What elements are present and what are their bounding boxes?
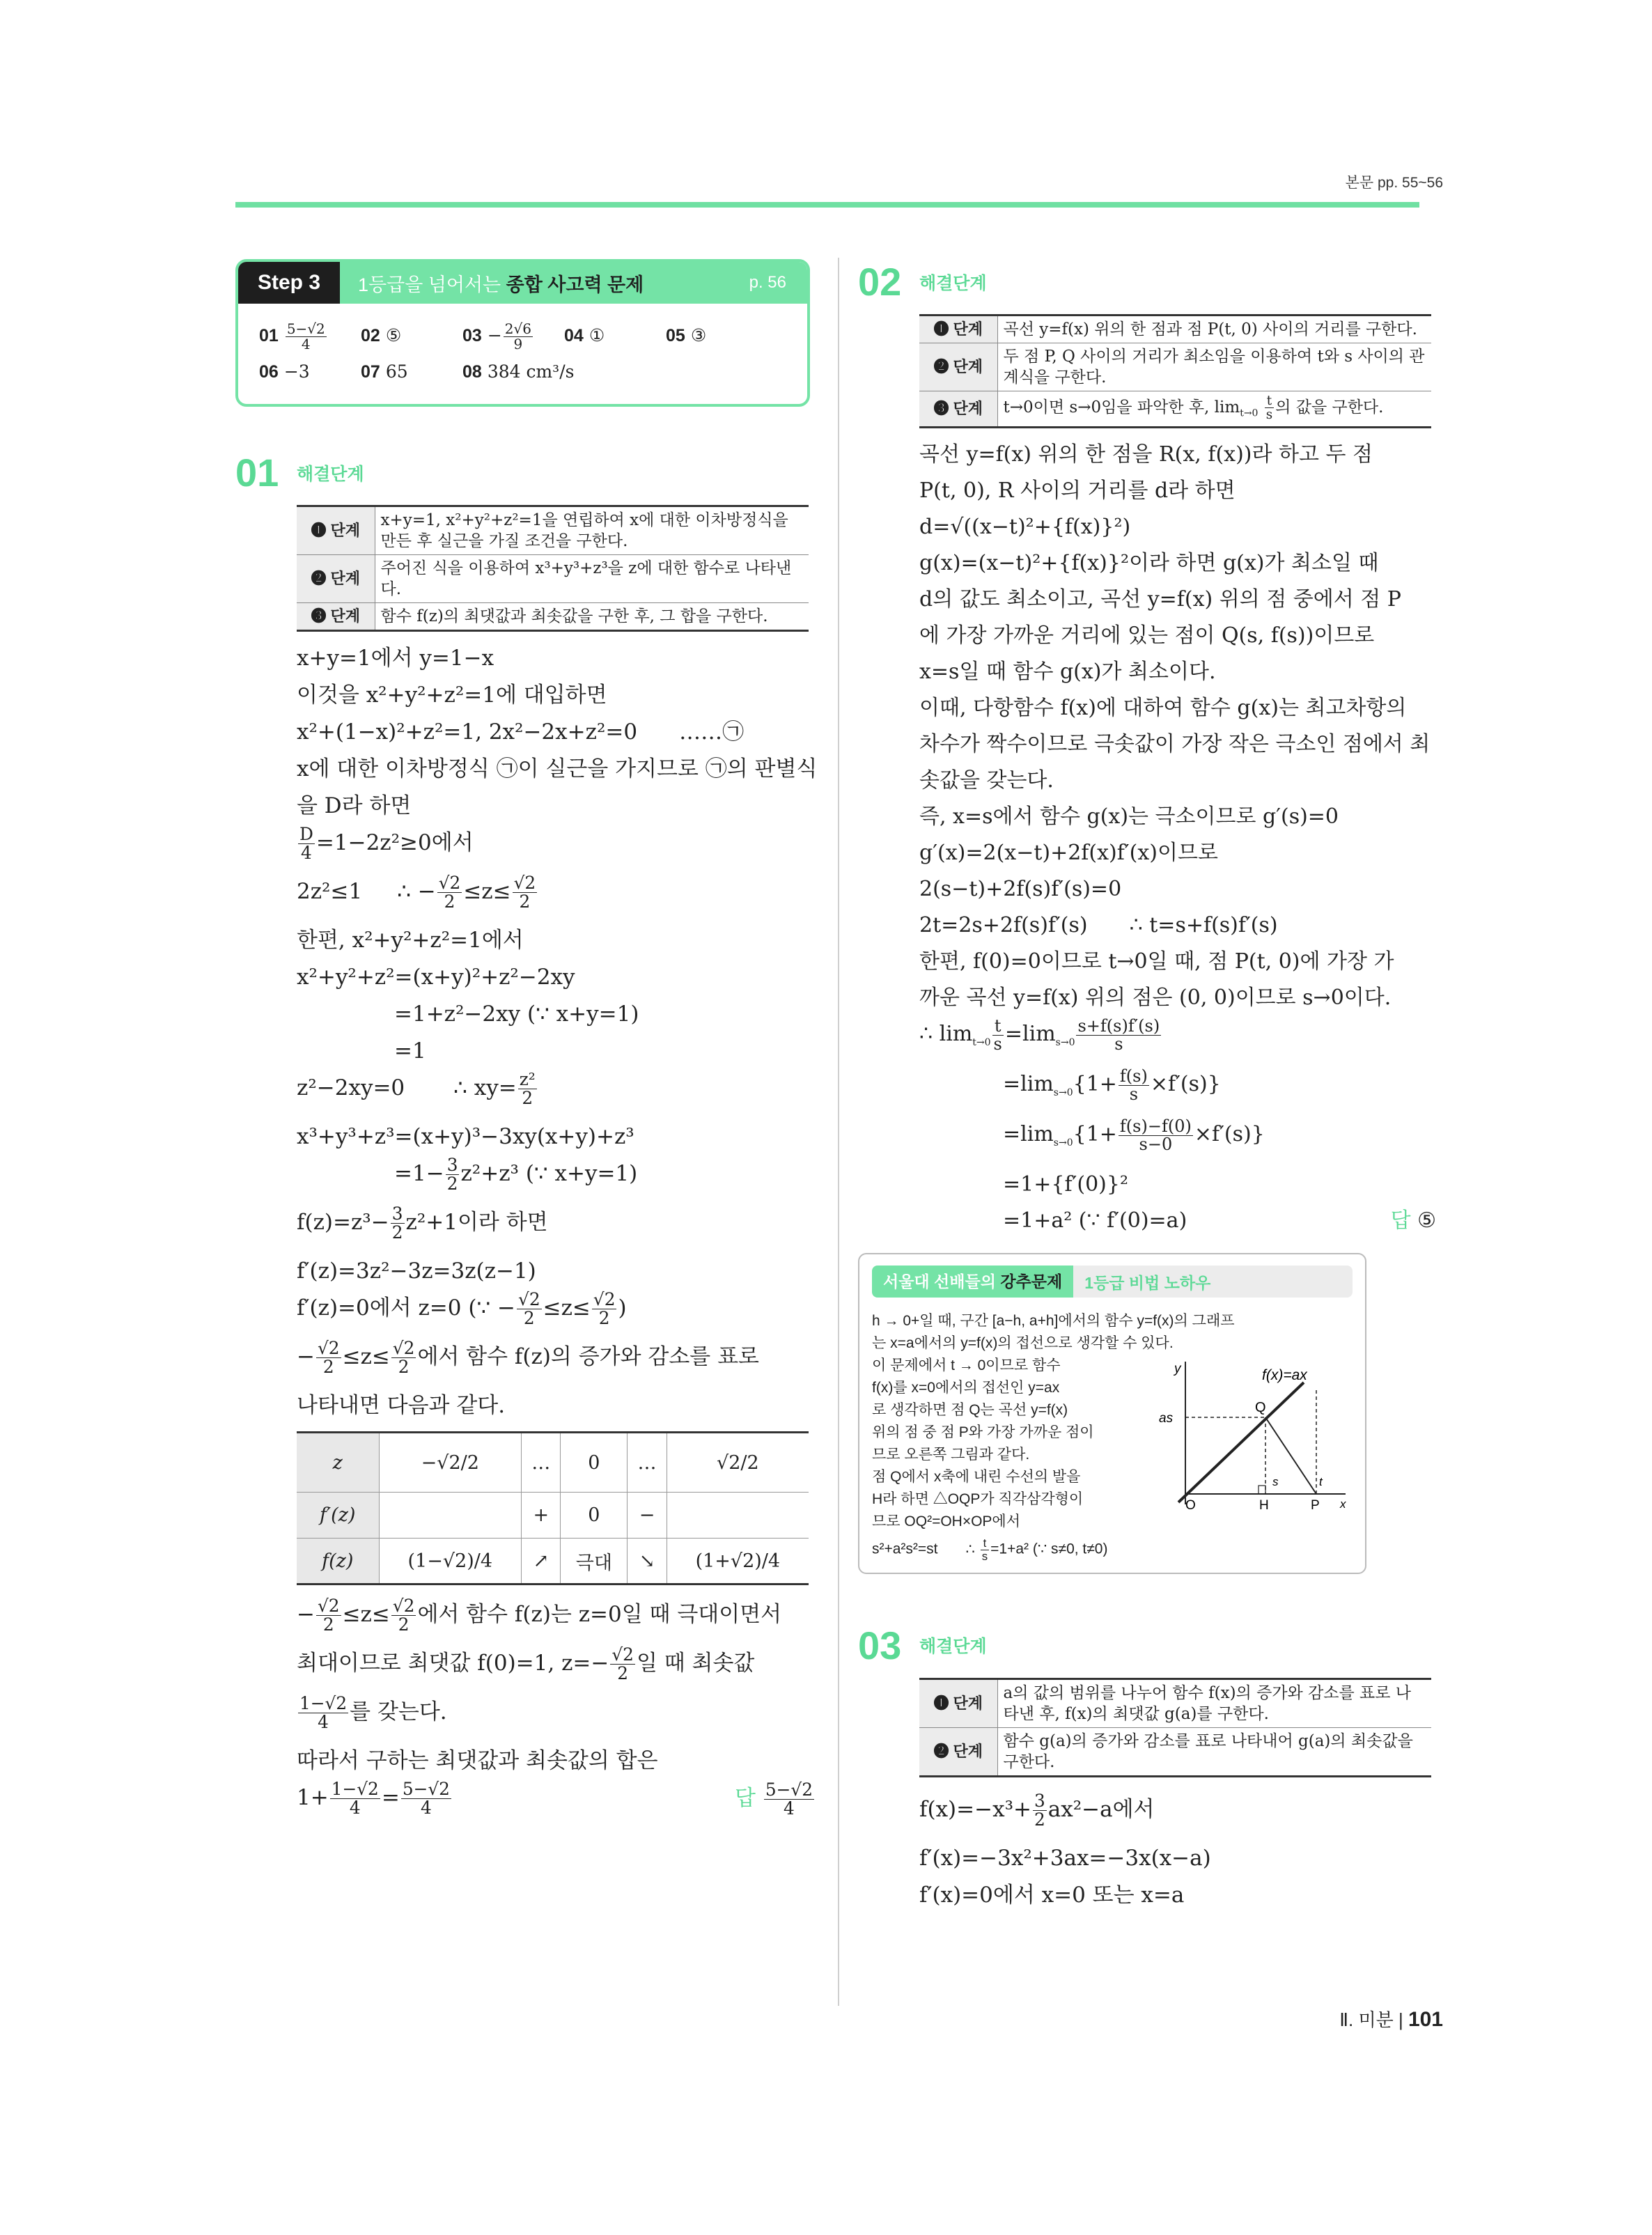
section-02-header <box>858 259 1436 304</box>
tip-header: 서울대 선배들의 강추문제 1등급 비법 노하우 <box>872 1266 1353 1298</box>
section-number: 03 <box>858 1623 902 1667</box>
right-angle-mark <box>1259 1486 1265 1494</box>
answer-mark: 답 ⑤ <box>1390 1208 1436 1233</box>
step3-page: p. 56 <box>749 273 786 292</box>
answer-mark: 답 $\frac{5-√2}{4}$ <box>735 1779 813 1819</box>
table-row: f′(z) + 0 − <box>297 1493 809 1539</box>
tangent-line <box>1178 1383 1304 1502</box>
answer-06: 06 −3 <box>259 361 310 382</box>
fig-label-fx: f(x)=ax <box>1262 1367 1307 1384</box>
tip-text: h → 0+일 때, 구간 [a−h, a+h]에서의 함수 y=f(x)의 그래프 는 x=a에서의 y=f(x)의 접선으로 생각할 수 있다. 이 문제에서 t → 0이므로 함수 f(x)를 x=0에서의 접선인 y=ax 로 생각하면 점 Q는 곡선 y=f(x) 위의 점 중 점 P와 가장 가까운 점이 므로 오른쪽 그림과 같다. 점 Q에서 x축에 내린 수선의 발을 H라 하면 △OQP가 직각삼각형이 므로 OQ²=OH×OP에서 f(x)=ax y as Q O H P x s t s²+a²s²=st ∴ $\frac{t}{s}$ =1+a² (∵ s≠0, t≠0) <box>872 1310 1353 1562</box>
section-03-header <box>858 1623 1436 1668</box>
section-number: 01 <box>235 451 279 494</box>
stage-row: ❶ 단계 x+y=1, x²+y²+z²=1을 연립하여 x에 대한 이차방정식을 만든 후 실근을 가질 조건을 구한다. <box>297 506 809 555</box>
stage-row: ❶ 단계 a의 값의 범위를 나누어 함수 f(x)의 증가와 감소를 표로 나타낸 후, f(x)의 최댓값 g(a)를 구한다. <box>919 1679 1431 1727</box>
page-footer: Ⅱ. 미분 | 101 <box>1339 2008 1443 2031</box>
left-column <box>235 259 818 1828</box>
step3-title: 1등급을 넘어서는 종합 사고력 문제 <box>358 274 644 295</box>
header-rule <box>235 202 1419 208</box>
answer-08: 08 384 cm³/s <box>462 361 575 382</box>
fig-label-as: as <box>1159 1411 1174 1426</box>
section-01-conclusion: − $\frac{√2}{2}$ ≤z≤ $\frac{√2}{2}$ 에서 함수 f(z)는 z=0일 때 극대이면서 최대이므로 최댓값 f(0)=1, z=− $\frac{√2}{2}$ 일 때 최솟값 $\frac{1-√2}{4}$ 를 갖는다. 따라서 구하는 최댓값과 최솟값의 합은 1+ $\frac{1-√2}{4}$ = $\frac{5-√2}{4}$ 답 $\frac{5-√2}{4}$ <box>297 1596 815 1828</box>
fig-label-y: y <box>1174 1362 1181 1377</box>
fig-label-o: O <box>1185 1498 1196 1513</box>
stage-row: ❷ 단계 함수 g(a)의 증가와 감소를 표로 나타내어 g(a)의 최솟값을 구한다. <box>919 1727 1431 1776</box>
answer-list <box>238 304 807 404</box>
section-label: 해결단계 <box>297 464 364 484</box>
section-02-stage-table <box>919 314 1431 428</box>
step3-tag: Step 3 <box>238 262 340 304</box>
answer-04: 04 ① <box>564 325 605 345</box>
section-03-solution: f(x)=−x³+ $\frac{3}{2}$ ax²−a에서 f′(x)=−3x²+3ax=−3x(x−a) f′(x)=0에서 x=0 또는 x=a <box>919 1790 1211 1908</box>
section-number: 02 <box>858 260 902 304</box>
fig-label-p: P <box>1311 1498 1320 1513</box>
section-01-solution: x+y=1에서 y=1−x 이것을 x²+y²+z²=1에 대입하면 x²+(1−x)²+z²=1, 2x²−2x+z²=0 ……㉠ x에 대한 이차방정식 ㉠이 실근을 가지므로 ㉠의 판별식 을 D라 하면 $\frac{D}{4}$ =1−2z²≥0에서 2z²≤1 ∴ − $\frac{√2}{2}$ ≤z≤ $\frac{√2}{2}$ 한편, x²+y²+z²=1에서 x²+y²+z²=(x+y)²+z²−2xy =1+z²−2xy (∵ x+y=1) =1 z²−2xy=0 ∴ xy= $\frac{\text{z²}}{2}$ x³+y³+z³=(x+y)³−3xy(x+y)+z³ =1− $\frac{3}{2}$ z²+z³ (∵ x+y=1) f(z)=z³− $\frac{3}{2}$ z²+1이라 하면 f′(z)=3z²−3z=3z(z−1) f′(z)=0에서 z=0 (∵ − $\frac{√2}{2}$ ≤z≤ $\frac{√2}{2}$ ) − $\frac{√2}{2}$ ≤z≤ $\frac{√2}{2}$ 에서 함수 f(z)의 증가와 감소를 표로 나타내면 다음과 같다. <box>297 646 818 1418</box>
fig-label-t: t <box>1319 1475 1323 1489</box>
fig-label-q: Q <box>1255 1400 1266 1416</box>
section-03-stage-table <box>919 1678 1431 1777</box>
stage-row: ❷ 단계 두 점 P, Q 사이의 거리가 최소임을 이용하여 t와 s 사이의 관계식을 구한다. <box>919 343 1431 391</box>
answer-02: 02 ⑤ <box>361 325 402 345</box>
page-reference: 본문 pp. 55~56 <box>1345 175 1443 191</box>
answer-07: 07 65 <box>361 361 408 382</box>
section-label: 해결단계 <box>919 1637 987 1657</box>
table-row: z −√2/2 … 0 … √2/2 <box>297 1433 809 1493</box>
column-divider <box>838 258 839 2006</box>
section-01-stage-table <box>297 505 809 632</box>
right-column <box>858 259 1436 1914</box>
section-01-header <box>235 450 815 495</box>
stage-row: ❸ 단계 t→0이면 s→0임을 파악한 후, $\lim_{t\to 0}$ $\frac{t}{s}$ 의 값을 구한다. <box>919 391 1431 428</box>
answer-05: 05 ③ <box>666 325 707 345</box>
stage-row: ❸ 단계 함수 f(z)의 최댓값과 최솟값을 구한 후, 그 합을 구한다. <box>297 603 809 631</box>
fig-label-s: s <box>1272 1475 1279 1489</box>
step3-answer-box <box>235 259 810 407</box>
increase-decrease-table <box>297 1431 809 1585</box>
stage-row: ❶ 단계 곡선 y=f(x) 위의 한 점과 점 P(t, 0) 사이의 거리를 구한다. <box>919 316 1431 343</box>
fig-label-x: x <box>1340 1497 1346 1511</box>
section-label: 해결단계 <box>919 273 987 293</box>
table-row: f(z) (1−√2)/4 ↗ 극대 ↘ (1+√2)/4 <box>297 1539 809 1584</box>
answer-03: 03 − $\frac{2√6}{9}$ <box>462 320 531 352</box>
tangent-figure <box>1158 1355 1353 1515</box>
answer-01: 01 $\frac{5-√2}{4}$ <box>259 320 325 352</box>
step3-header <box>238 262 807 304</box>
tip-box <box>858 1253 1366 1573</box>
section-02-solution: 곡선 y=f(x) 위의 한 점을 R(x, f(x))라 하고 두 점 P(t, 0), R 사이의 거리를 d라 하면 d=√((x−t)²+{f(x)}²) g(x)=(x−t)²+{f(x)}²이라 하면 g(x)가 최소일 때 d의 값도 최소이고, 곡선 y=f(x) 위의 점 중에서 점 P 에 가장 가까운 거리에 있는 점이 Q(s, f(s))이므로 x=s일 때 함수 g(x)가 최소이다. 이때, 다항함수 f(x)에 대하여 함수 g(x)는 최고차항의 차수가 짝수이므로 극솟값이 가장 작은 극소인 점에서 최 솟값을 갖는다. 즉, x=s에서 함수 g(x)는 극소이므로 g′(s)=0 g′(x)=2(x−t)+2f(x)f′(x)이므로 2(s−t)+2f(s)f′(s)=0 2t=2s+2f(s)f′(s) ∴ t=s+f(s)f′(s) 한편, f(0)=0이므로 t→0일 때, 점 P(t, 0)에 가장 가 까운 곡선 y=f(x) 위의 점은 (0, 0)이므로 s→0이다. ∴ $\lim_{t\to 0}$ $\frac{t}{s}$ $=\lim_{s\to 0}$ $\frac{s+f(s)f'(s)}{s}$ $=\lim_{s\to 0}\{1+$ $\frac{f(s)}{s}$ ×f′(s)} $=\lim_{s\to 0}\{1+$ $\frac{f(s)-f(0)}{s-0}$ ×f′(s)} =1+{f′(0)}² =1+a² (∵ f′(0)=a) 답 ⑤ <box>919 437 1436 1239</box>
fig-label-h: H <box>1259 1498 1269 1513</box>
stage-row: ❷ 단계 주어진 식을 이용하여 x³+y³+z³을 z에 대한 함수로 나타낸다. <box>297 555 809 603</box>
